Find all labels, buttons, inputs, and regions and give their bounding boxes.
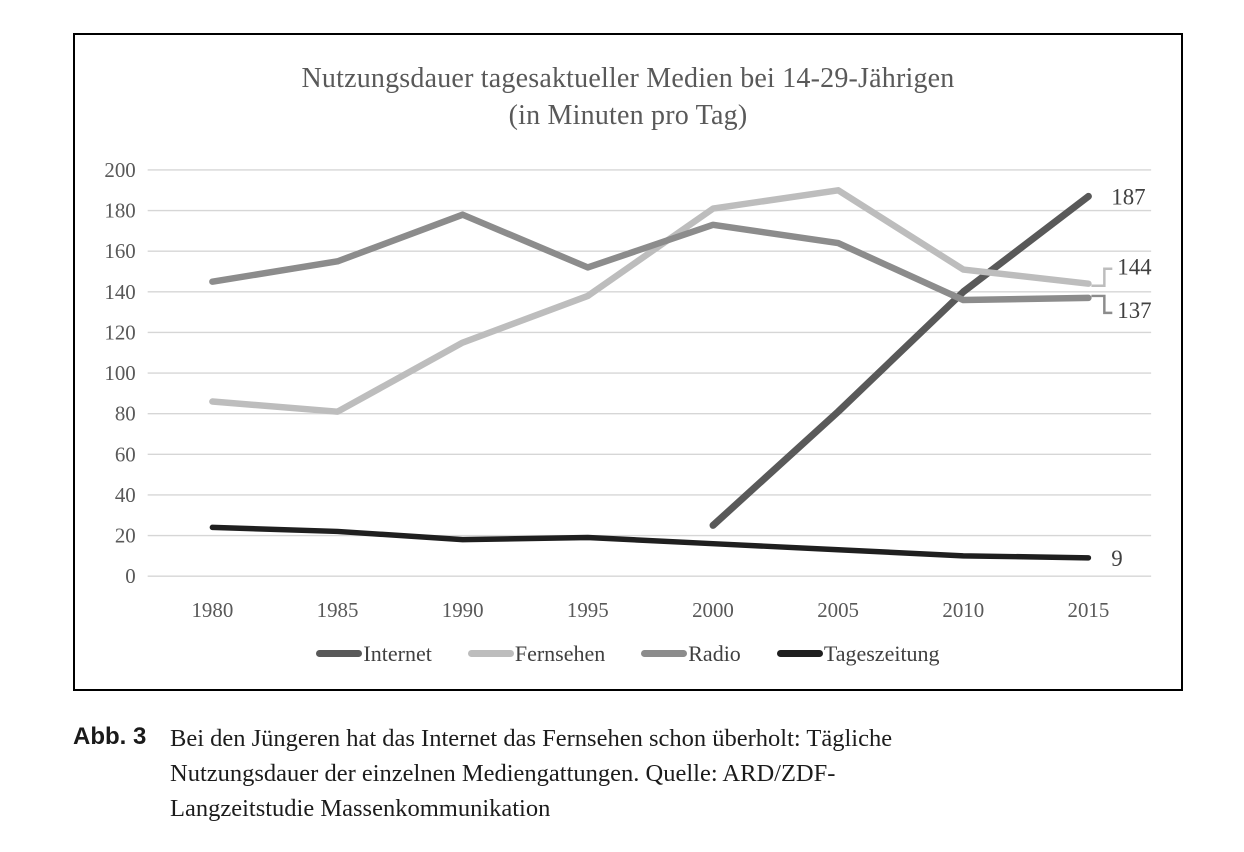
legend-item-tageszeitung [777, 641, 940, 667]
legend-label: Radio [688, 640, 741, 666]
y-tick-label: 60 [114, 442, 136, 467]
caption-line: Bei den Jüngeren hat das Internet das Fernsehen schon überholt: Tägliche [170, 725, 893, 752]
legend-swatch-tageszeitung [777, 650, 823, 657]
x-tick-label: 2015 [1067, 597, 1109, 622]
chart-legend [316, 641, 939, 667]
y-tick-label: 100 [103, 360, 136, 385]
legend-item-fernsehen [468, 641, 605, 667]
caption-line: Nutzungsdauer der einzelnen Mediengattungen. Quelle: ARD/ZDF- [170, 759, 836, 787]
legend-label: Internet [363, 640, 432, 666]
series-end-label-fernsehen: 144 [1116, 254, 1152, 280]
chart-figure [73, 33, 1183, 691]
figure-caption [73, 722, 1173, 826]
x-tick-label: 2005 [816, 597, 859, 622]
series-line-radio [212, 215, 1088, 300]
series-end-label-internet: 187 [1110, 184, 1146, 210]
x-tick-label: 1995 [566, 597, 609, 622]
y-tick-label: 40 [114, 482, 136, 507]
x-tick-label: 2000 [691, 597, 734, 622]
callout-line [1091, 296, 1112, 313]
legend-label: Fernsehen [514, 640, 606, 666]
legend-label: Tageszeitung [823, 640, 940, 666]
y-tick-label: 140 [103, 279, 136, 304]
series-line-tageszeitung [212, 527, 1088, 557]
x-tick-label: 1985 [316, 597, 358, 622]
legend-swatch-radio [641, 650, 687, 657]
y-axis-labels [104, 158, 135, 588]
legend-swatch-fernsehen [468, 650, 514, 657]
series-end-label-tageszeitung: 9 [1110, 545, 1123, 571]
y-tick-label: 160 [103, 239, 136, 264]
legend-item-internet [316, 641, 431, 667]
figure-label: Abb. 3 [73, 723, 147, 750]
chart-title-line-1: Nutzungsdauer tagesaktueller Medien bei 14-29-Jährigen [301, 63, 955, 94]
chart-gridlines [147, 170, 1150, 576]
x-axis-labels [191, 598, 1109, 622]
series-end-label-radio: 137 [1116, 297, 1152, 323]
legend-swatch-internet [316, 650, 362, 657]
legend-item-radio [641, 641, 741, 667]
y-tick-label: 180 [103, 198, 136, 223]
series-line-internet [713, 196, 1088, 525]
y-tick-label: 0 [124, 564, 136, 589]
y-tick-label: 200 [103, 157, 136, 182]
caption-line: Langzeitstudie Massenkommunikation [170, 794, 551, 822]
y-tick-label: 20 [114, 523, 136, 548]
y-tick-label: 120 [103, 320, 136, 345]
x-tick-label: 1980 [190, 597, 233, 622]
x-tick-label: 2010 [941, 597, 984, 622]
chart-title [301, 61, 954, 135]
y-tick-label: 80 [114, 401, 136, 426]
x-tick-label: 1990 [441, 597, 484, 622]
callout-line [1091, 269, 1112, 286]
line-chart [76, 137, 1181, 637]
chart-title-line-2: (in Minuten pro Tag) [508, 99, 748, 131]
caption-text [170, 722, 892, 826]
